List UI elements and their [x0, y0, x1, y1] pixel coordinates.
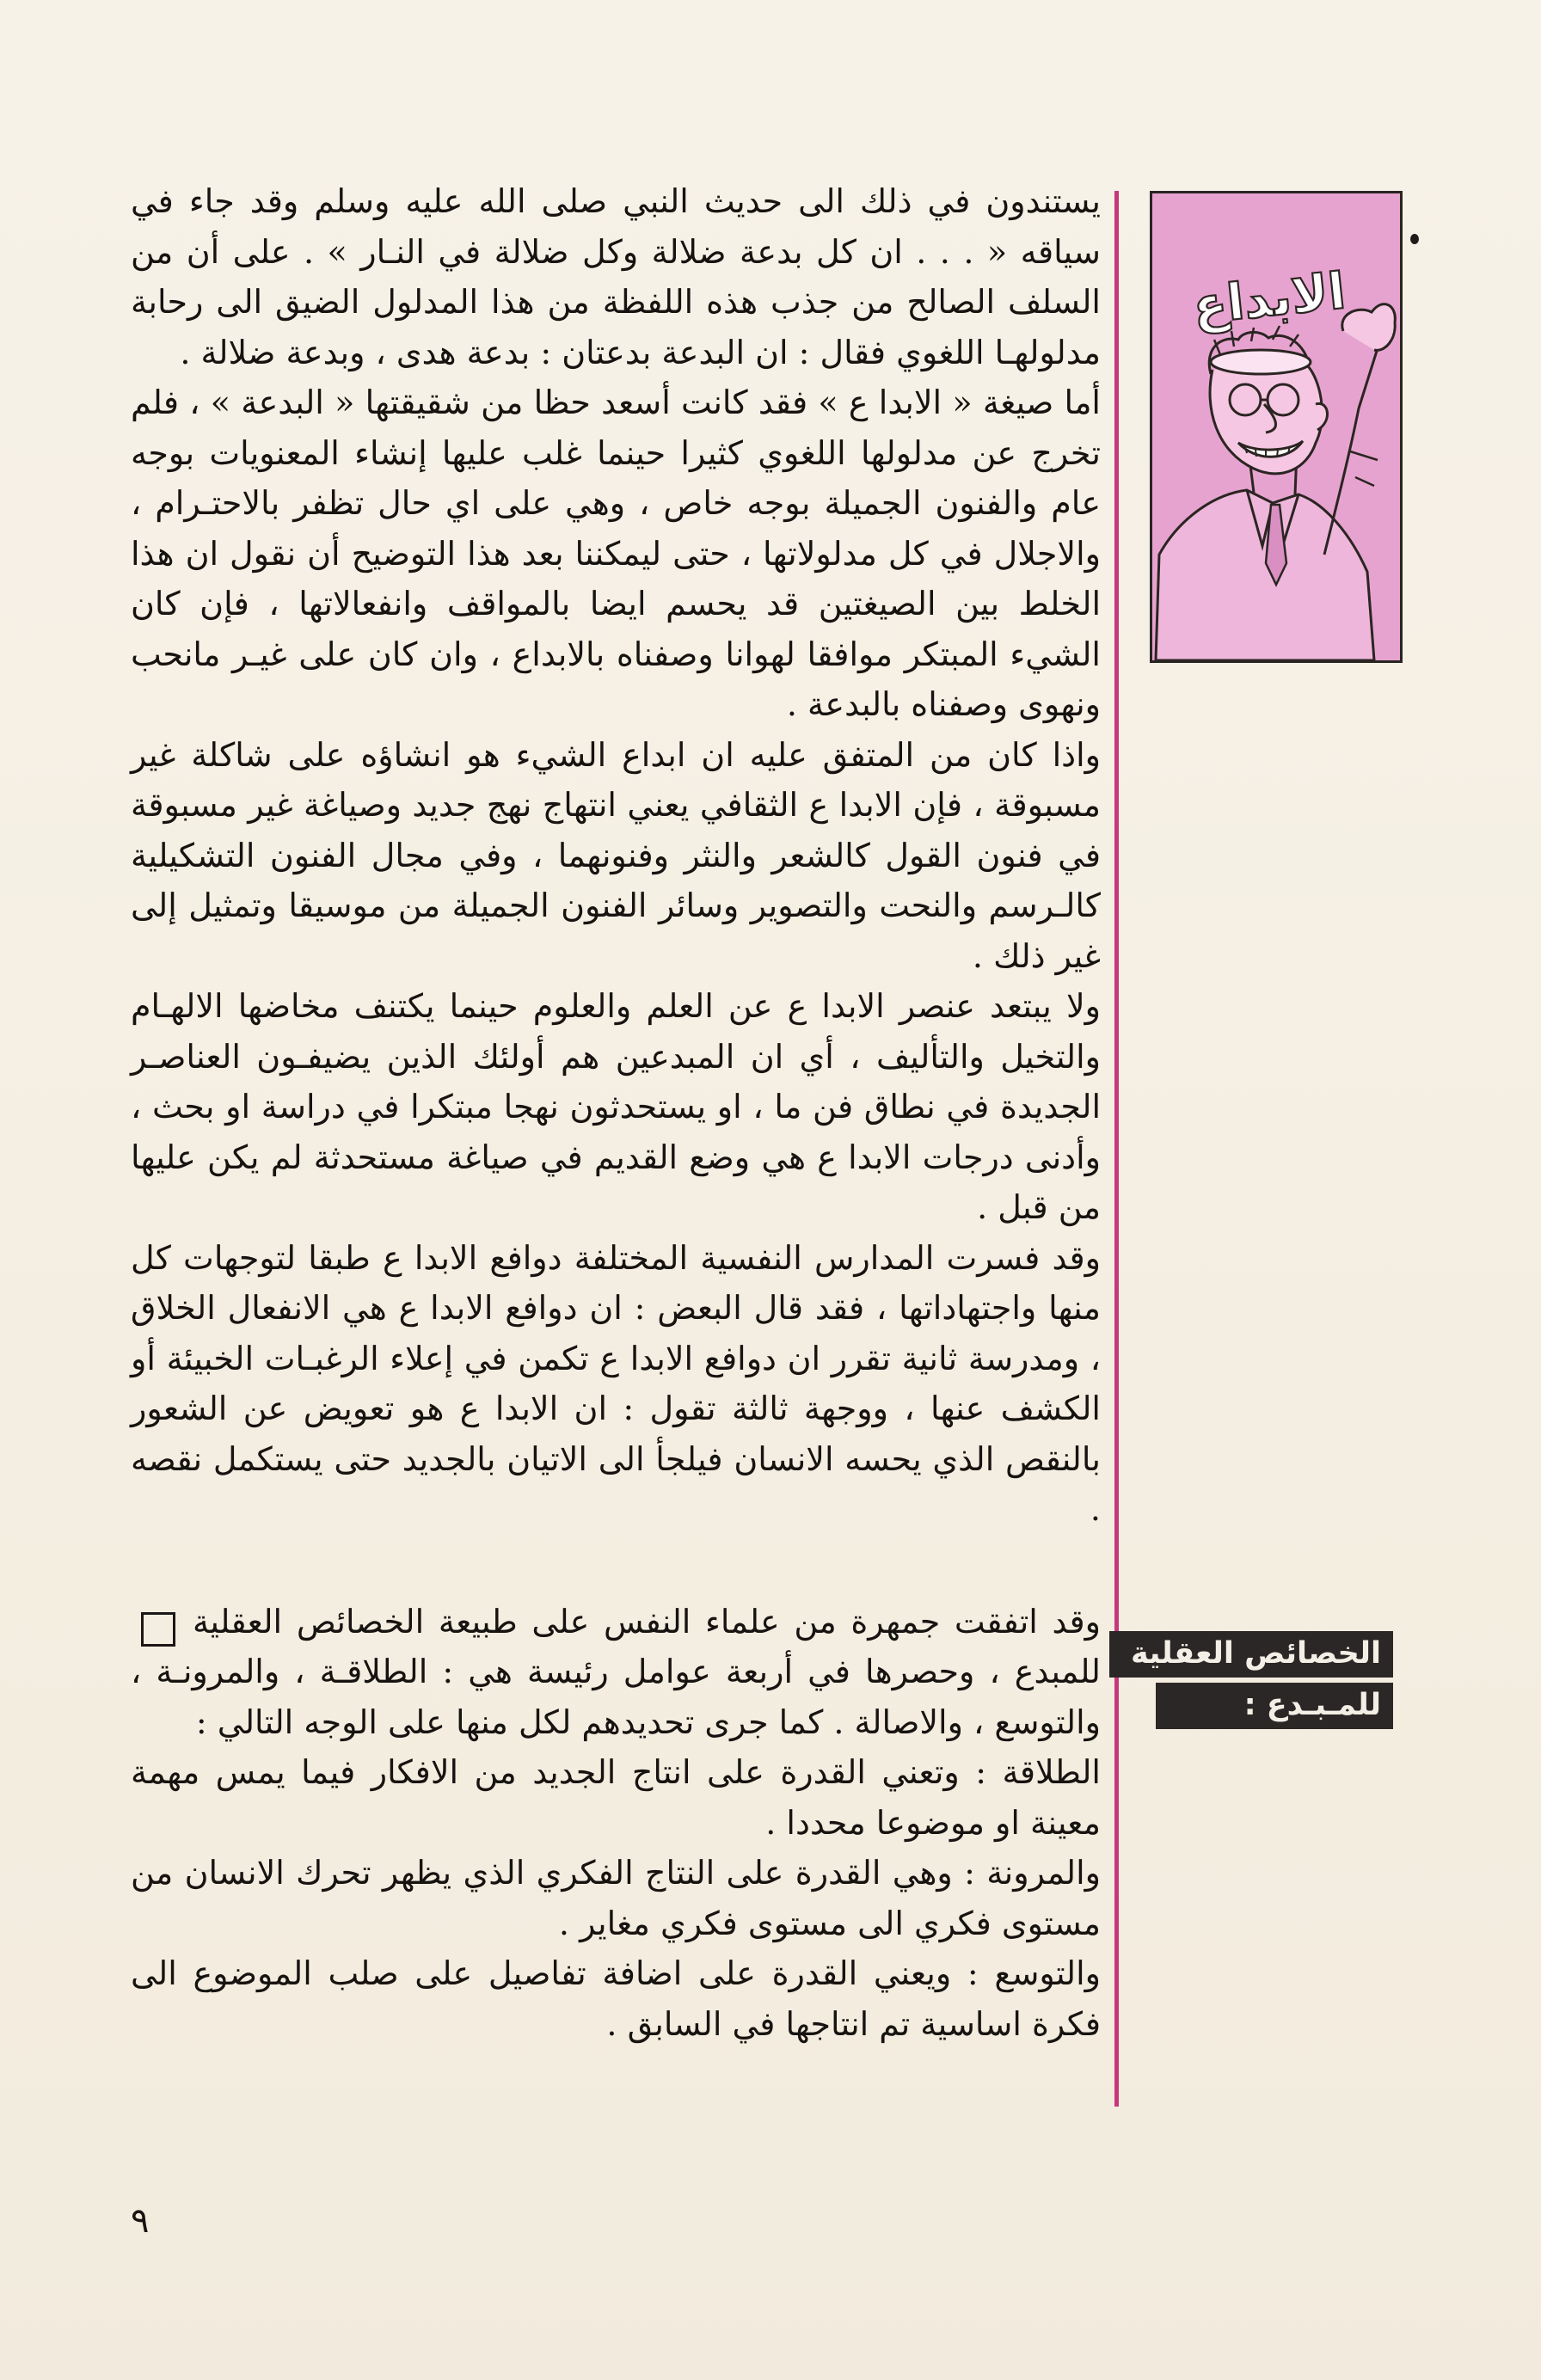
paragraph-4: ولا يبتعد عنصر الابدا ع عن العلم والعلوم حينما يكتنف مخاضها الالهـام والتخيل والتأليف ، أي ان المبدعين هم أولئك الذين يضيفـون العناصـر الجديدة في نطاق فن ما ، او يستحدثون نهجا مبتكرا في دراسة او بحث ، وأدنى درجات الابدا ع هي وضع القديم في صياغة مستحدثة لم يكن عليها من قبل .: [131, 987, 1101, 1226]
main-text-column: [131, 176, 1101, 2049]
cartoon-drawing: [1152, 193, 1400, 660]
paragraph-1: يستندون في ذلك الى حديث النبي صلى الله عليه وسلم وقد جاء في سياقه « . . . ان كل بدعة ضلالة وكل ضلالة في النـار » . على أن من السلف الصالح من جذب هذه اللفظة من هذا المدلول الضيق الى رحابة مدلولهـا اللغوي فقال : ان البدعة بدعتان : بدعة هدى ، وبدعة ضلالة .: [131, 182, 1101, 371]
cartoon-illustration: [1150, 191, 1403, 663]
section-intro-text: وقد اتفقت جمهرة من علماء النفس على طبيعة الخصائص العقلية للمبدع ، وحصرها في أربعة عوامل رئيسة هي : الطلاقـة ، والمرونـة ، والتوسع ، والاصالة . كما جرى تحديدهم لكل منها على الوجه التالي :: [131, 1602, 1101, 1741]
definition-fluency: الطلاقة : وتعني القدرة على انتاج الجديد من الافكار فيما يمس مهمة معينة او موضوعا محددا .: [131, 1753, 1101, 1842]
square-box-icon: [141, 1612, 175, 1647]
margin-dot: [1410, 234, 1419, 244]
side-heading: [1109, 1631, 1393, 1734]
paragraph-5: وقد فسرت المدارس النفسية المختلفة دوافع الابدا ع طبقا لتوجهات كل منها واجتهاداتها ، فقد قال البعض : ان دوافع الابدا ع هي الانفعال الخلاق ، ومدرسة ثانية تقرر ان دوافع الابدا ع تكمن في إعلاء الرغبـات الخبيئة أو الكشف عنها ، ووجهة ثالثة تقول : ان الابدا ع هو تعويض عن الشعور بالنقص الذي يحسه الانسان فيلجأ الى الاتيان بالجديد حتى يستكمل نقصه .: [131, 1238, 1101, 1528]
definition-elaboration: والتوسع : ويعني القدرة على اضافة تفاصيل على صلب الموضوع الى فكرة اساسية تم انتاجها في السابق .: [131, 1954, 1101, 2043]
side-heading-line-2: للمـبـدع :: [1156, 1683, 1393, 1729]
accent-vertical-rule: [1114, 191, 1119, 2107]
section-spacer: [131, 1535, 1101, 1597]
page-number: ٩: [131, 2201, 150, 2241]
side-heading-line-1: الخصائص العقلية: [1109, 1631, 1393, 1678]
paragraph-3: واذا كان من المتفق عليه ان ابداع الشيء هو انشاؤه على شاكلة غير مسبوقة ، فإن الابدا ع الثقافي يعني انتهاج نهج جديد وصياغة غير مسبوقة في فنون القول كالشعر والنثر وفنونهما ، وفي مجال الفنون التشكيلية كالـرسم والنحت والتصوير وسائر الفنون الجميلة من موسيقا وتمثيل إلى غير ذلك .: [131, 735, 1101, 975]
section-marker: [131, 1602, 175, 1645]
paragraph-2: أما صيغة « الابدا ع » فقد كانت أسعد حظا من شقيقتها « البدعة » ، فلم تخرج عن مدلولها اللغوي كثيرا حينما غلب عليها إنشاء المعنويات بوجه عام والفنون الجميلة بوجه خاص ، وهي على اي حال تظفر بالاحتـرام ، والاجلال في كل مدلولاتها ، حتى ليمكننا بعد هذا التوضيح أن نقول ان هذا الخلط بين الصيغتين قد يحسم ايضا بالمواقف وانفعالاتها ، فإن كان الشيء المبتكر موافقا لهوانا وصفناه بالابداع ، وان كان على غيـر مانحب ونهوى وصفناه بالبدعة .: [131, 383, 1101, 723]
section-intro-paragraph: [131, 1597, 1101, 1748]
illustration-word: الابداع: [1189, 261, 1348, 336]
definition-flexibility: والمرونة : وهي القدرة على النتاج الفكري الذي يظهر تحرك الانسان من مستوى فكري الى مستوى فكري مغاير .: [131, 1854, 1101, 1942]
